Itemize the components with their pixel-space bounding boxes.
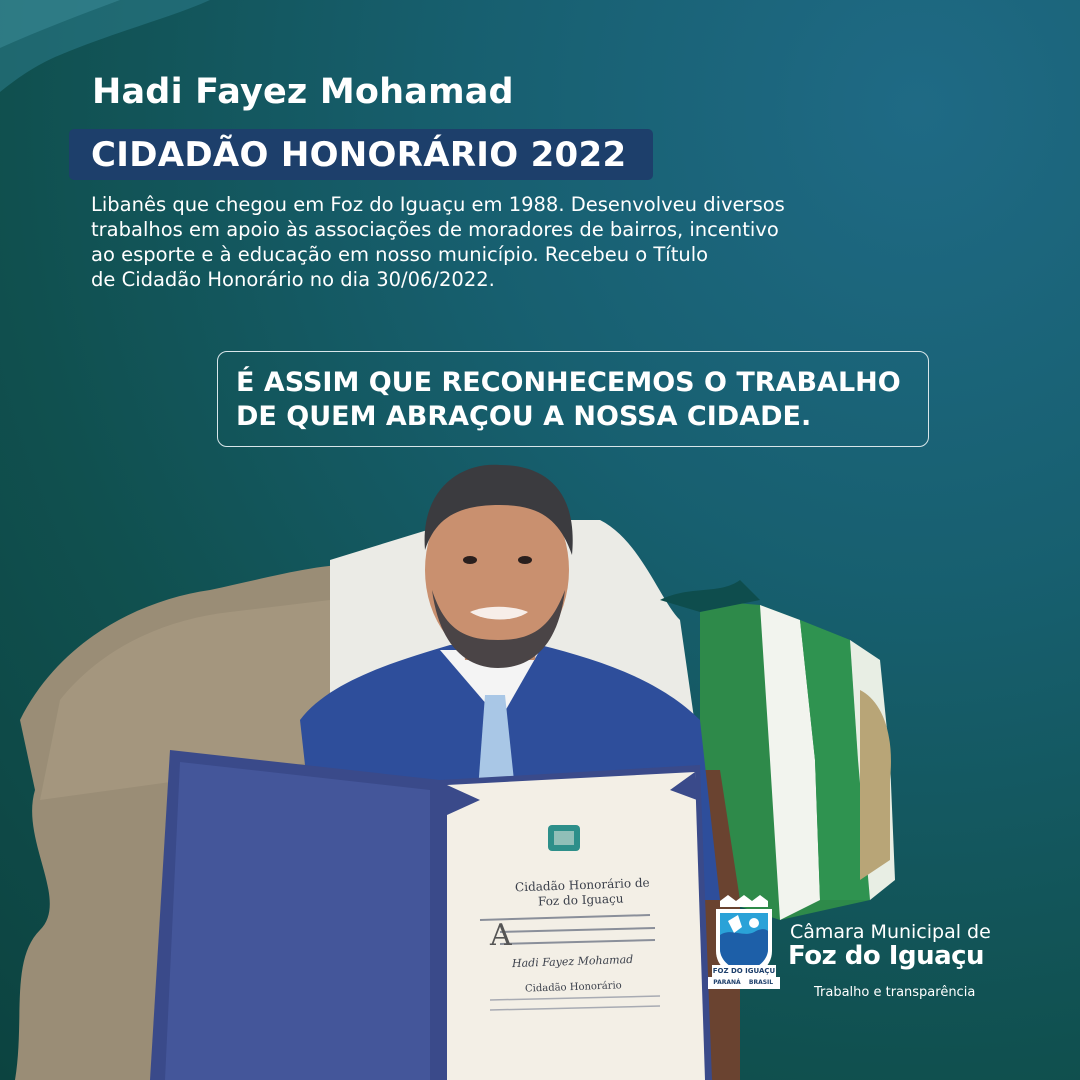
- description-line: trabalhos em apoio às associações de moradores de bairros, incentivo: [91, 218, 779, 241]
- certificate-award: Cidadão Honorário: [524, 980, 622, 995]
- crest-icon: [708, 895, 780, 990]
- honoree-name: Hadi Fayez Mohamad: [92, 72, 514, 112]
- crest-banner: FOZ DO IGUAÇU: [712, 967, 776, 975]
- org-slogan: Trabalho e transparência: [814, 985, 976, 1000]
- callout-line: DE QUEM ABRAÇOU A NOSSA CIDADE.: [236, 401, 812, 432]
- org-name-line2: Foz do Iguaçu: [788, 941, 985, 971]
- crest-state: PARANÁ: [713, 979, 741, 986]
- callout-line: É ASSIM QUE RECONHECEMOS O TRABALHO: [236, 367, 901, 398]
- description: [91, 192, 871, 292]
- svg-text:A: A: [490, 918, 512, 953]
- camara-logo: [708, 895, 1008, 1005]
- description-line: Libanês que chegou em Foz do Iguaçu em 1988. Desenvolveu diversos: [91, 193, 785, 216]
- certificate-heading-1: Cidadão Honorário de: [514, 875, 650, 895]
- description-line: de Cidadão Honorário no dia 30/06/2022.: [91, 268, 495, 291]
- description-line: ao esporte e à educação em nosso município. Recebeu o Título: [91, 243, 709, 266]
- certificate-honoree: Hadi Fayez Mohamad: [511, 952, 634, 971]
- title-text: CIDADÃO HONORÁRIO 2022: [91, 135, 627, 175]
- callout-text: [236, 366, 901, 434]
- org-name-line1: Câmara Municipal de: [790, 921, 991, 943]
- crest-country: BRASIL: [748, 979, 774, 986]
- certificate-heading-2: Foz do Iguaçu: [537, 891, 624, 909]
